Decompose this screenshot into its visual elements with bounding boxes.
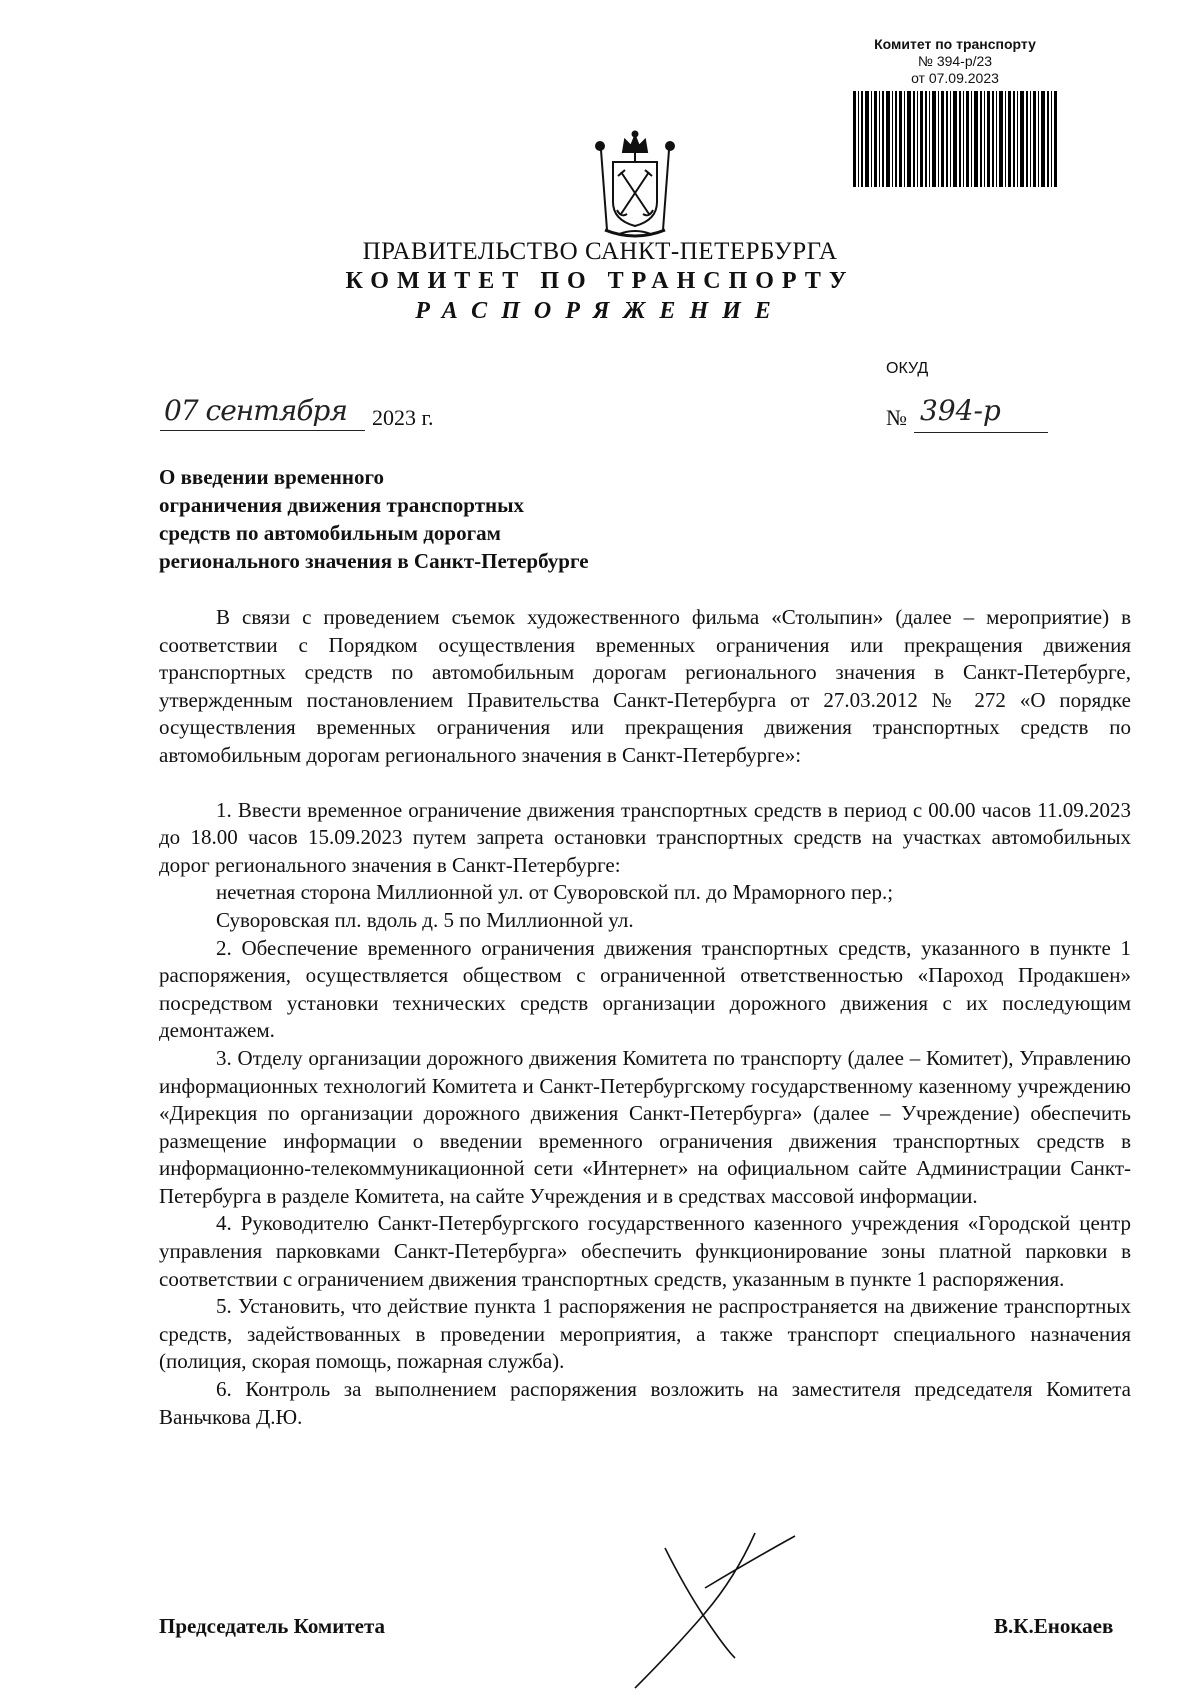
document-type: РАСПОРЯЖЕНИЕ — [415, 298, 785, 324]
item-2: 2. Обеспечение временного ограничения движения транспортных средств, указанного в пункте 1 распоряжения, осуществляется обществом с ограниченной ответственностью «Пароход Продакшен» посредством установки технических средств организации дорожного движения с их последующим демонтажем. — [159, 935, 1131, 1043]
item-3: 3. Отделу организации дорожного движения Комитета по транспорту (далее – Комитет), Управлению информационных технологий Комитета и Санкт-Петербургскому государственному казенному учреждению «Дирекция по организации дорожного движения Санкт-Петербурга» (далее – Учреждение) обеспечить размещение информации о введении временного ограничения движения транспортных средств в информационно-телекоммуникационной сети «Интернет» на официальном сайте Администрации Санкт-Петербурга в разделе Комитета, на сайте Учреждения и в средствах массовой информации. — [159, 1045, 1131, 1208]
number-field — [914, 396, 1048, 433]
coat-of-arms-icon — [585, 130, 685, 245]
item-6: 6. Контроль за выполнением распоряжения возложить на заместителя председателя Комитета Ваньчкова Д.Ю. — [159, 1377, 1131, 1429]
signatory-name: В.К.Енокаев — [994, 1614, 1114, 1638]
stamp-number: № 394-р/23 — [917, 53, 993, 69]
date-handwritten: 07 сентября — [164, 394, 347, 427]
document-subject — [159, 463, 679, 575]
handwritten-signature — [585, 1528, 805, 1693]
subject-line: ограничения движения транспортных — [159, 493, 525, 517]
stamp-date: от 07.09.2023 — [911, 70, 999, 86]
item-1-location-b: Суворовская пл. вдоль д. 5 по Миллионной ул. — [216, 907, 634, 932]
number-sign: № — [886, 405, 907, 430]
subject-line: О введении временного — [159, 465, 384, 489]
item-1: 1. Ввести временное ограничение движения транспортных средств в период с 00.00 часов 11.09.2023 до 18.00 часов 15.09.2023 путем запрета остановки транспортных средств на участках автомобильных дорог регионального значения в Санкт-Петербурге: — [159, 797, 1131, 877]
signature-title: Председатель Комитета — [159, 1614, 386, 1638]
committee-title: КОМИТЕТ ПО ТРАНСПОРТУ — [345, 268, 855, 294]
date-field — [160, 396, 365, 431]
government-title: ПРАВИТЕЛЬСТВО САНКТ-ПЕТЕРБУРГА — [362, 238, 838, 265]
stamp-org: Комитет по транспорту — [874, 36, 1036, 52]
okud-label: ОКУД — [886, 360, 929, 377]
item-1-location-a: нечетная сторона Миллионной ул. от Суворовской пл. до Мраморного пер.; — [216, 880, 894, 905]
item-4: 4. Руководителю Санкт-Петербургского государственного казенного учреждения «Городской центр управления парковками Санкт-Петербурга» обеспечить функционирование зоны платной парковки в соответствии с ограничением движения транспортных средств, указанным в пункте 1 распоряжения. — [159, 1211, 1131, 1291]
intro-paragraph: В связи с проведением съемок художественного фильма «Столыпин» (далее – мероприятие) в соответствии с Порядком осуществления временных ограничения или прекращения движения транспортных средств по автомобильным дорогам регионального значения в Санкт-Петербурге, утвержденным постановлением Правительства Санкт-Петербурга от 27.03.2012 № 272 «О порядке осуществления временных ограничения или прекращения движения транспортных средств по автомобильным дорогам регионального значения в Санкт-Петербурге»: — [159, 605, 1131, 767]
number-handwritten: 394-р — [920, 394, 1001, 427]
document-body — [159, 604, 1131, 1431]
subject-line: регионального значения в Санкт-Петербурге — [159, 549, 589, 573]
subject-line: средств по автомобильным дорогам — [159, 521, 501, 545]
item-5: 5. Установить, что действие пункта 1 распоряжения не распространяется на движение транспортных средств, задействованных в проведении мероприятия, а также транспорт специального назначения (полиция, скорая помощь, пожарная служба). — [159, 1294, 1131, 1374]
date-year: 2023 г. — [372, 405, 434, 430]
registration-stamp — [845, 36, 1065, 187]
barcode-icon — [853, 91, 1058, 187]
